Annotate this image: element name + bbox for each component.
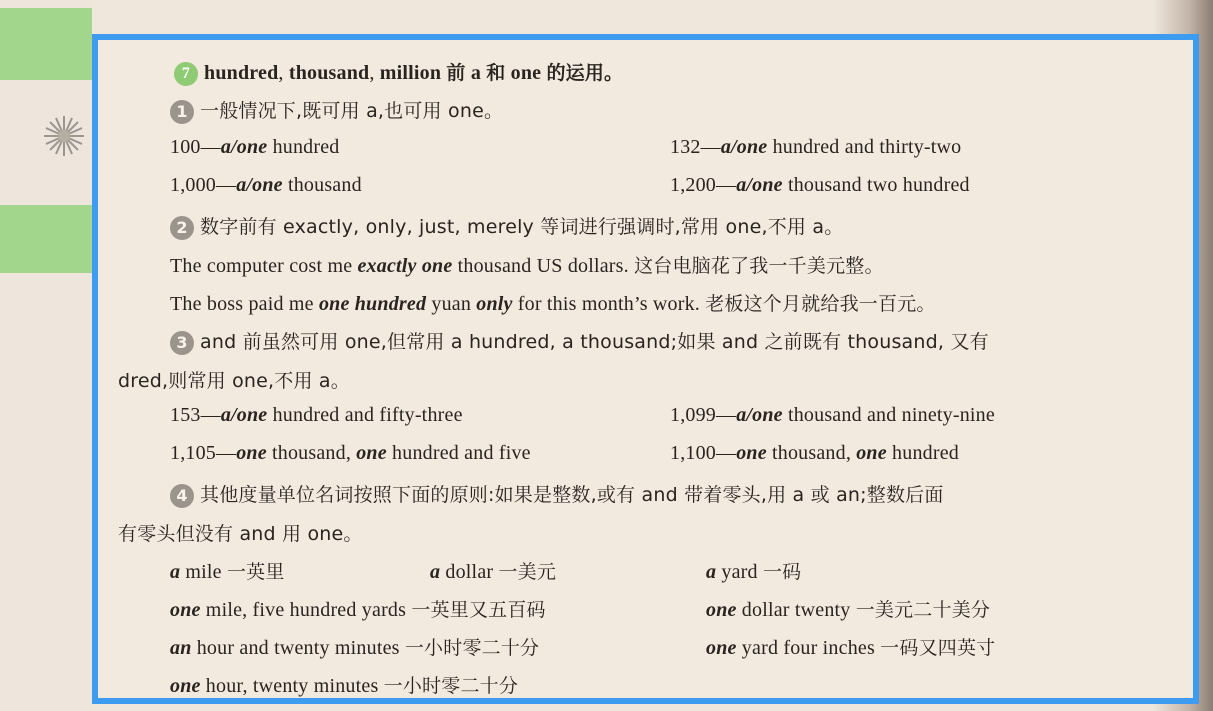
unit-example: a mile 一英里 [170,561,285,583]
section-number-badge: 7 [174,62,198,86]
unit-example: one mile, five hundred yards 一英里又五百码 [170,599,546,621]
unit-example: one yard four inches 一码又四英寸 [706,637,996,659]
rule-3-continuation: dred,则常用 one,不用 a。 [118,370,350,392]
example-row: 1,200—a/one thousand two hundred [670,174,970,196]
green-margin-band-top [0,8,92,80]
example-sentence: The computer cost me exactly one thousand US dollars. 这台电脑花了我一千美元整。 [170,255,884,277]
example-row: 1,105—one thousand, one hundred and five [170,442,531,464]
unit-example: one hour, twenty minutes 一小时零二十分 [170,675,519,697]
example-row: 1,099—a/one thousand and ninety-nine [670,404,995,426]
rule-4-continuation: 有零头但没有 and 用 one。 [118,523,363,545]
unit-example: one dollar twenty 一美元二十美分 [706,599,991,621]
example-row: 1,000—a/one thousand [170,174,362,196]
rule-4-heading: 4 其他度量单位名词按照下面的原则:如果是整数,或有 and 带着零头,用 a 或 an;整数后面 [170,480,944,508]
rule-2-heading: 2 数字前有 exactly, only, just, merely 等词进行强调时,常用 one,不用 a。 [170,212,843,240]
rule-number-badge: 1 [170,100,194,124]
unit-example: an hour and twenty minutes 一小时零二十分 [170,637,540,659]
green-margin-band-bottom [0,205,92,273]
example-row: 153—a/one hundred and fifty-three [170,404,463,426]
rule-number-badge: 4 [170,484,194,508]
section-title: 7 hundred, thousand, million 前 a 和 one 的运用。 [174,58,623,86]
highlight-frame [92,34,1199,704]
rule-1-heading: 1 一般情况下,既可用 a,也可用 one。 [170,96,503,124]
unit-example: a dollar 一美元 [430,561,557,583]
example-row: 132—a/one hundred and thirty-two [670,136,962,158]
example-row: 1,100—one thousand, one hundred [670,442,959,464]
page-left-margin [0,0,92,711]
rule-number-badge: 2 [170,216,194,240]
rule-3-heading: 3 and 前虽然可用 one,但常用 a hundred, a thousand;如果 and 之前既有 thousand, 又有 [170,327,989,355]
example-row: 100—a/one hundred [170,136,340,158]
example-sentence: The boss paid me one hundred yuan only for this month’s work. 老板这个月就给我一百元。 [170,293,936,315]
rule-number-badge: 3 [170,331,194,355]
flower-icon [40,112,88,160]
unit-example: a yard 一码 [706,561,802,583]
